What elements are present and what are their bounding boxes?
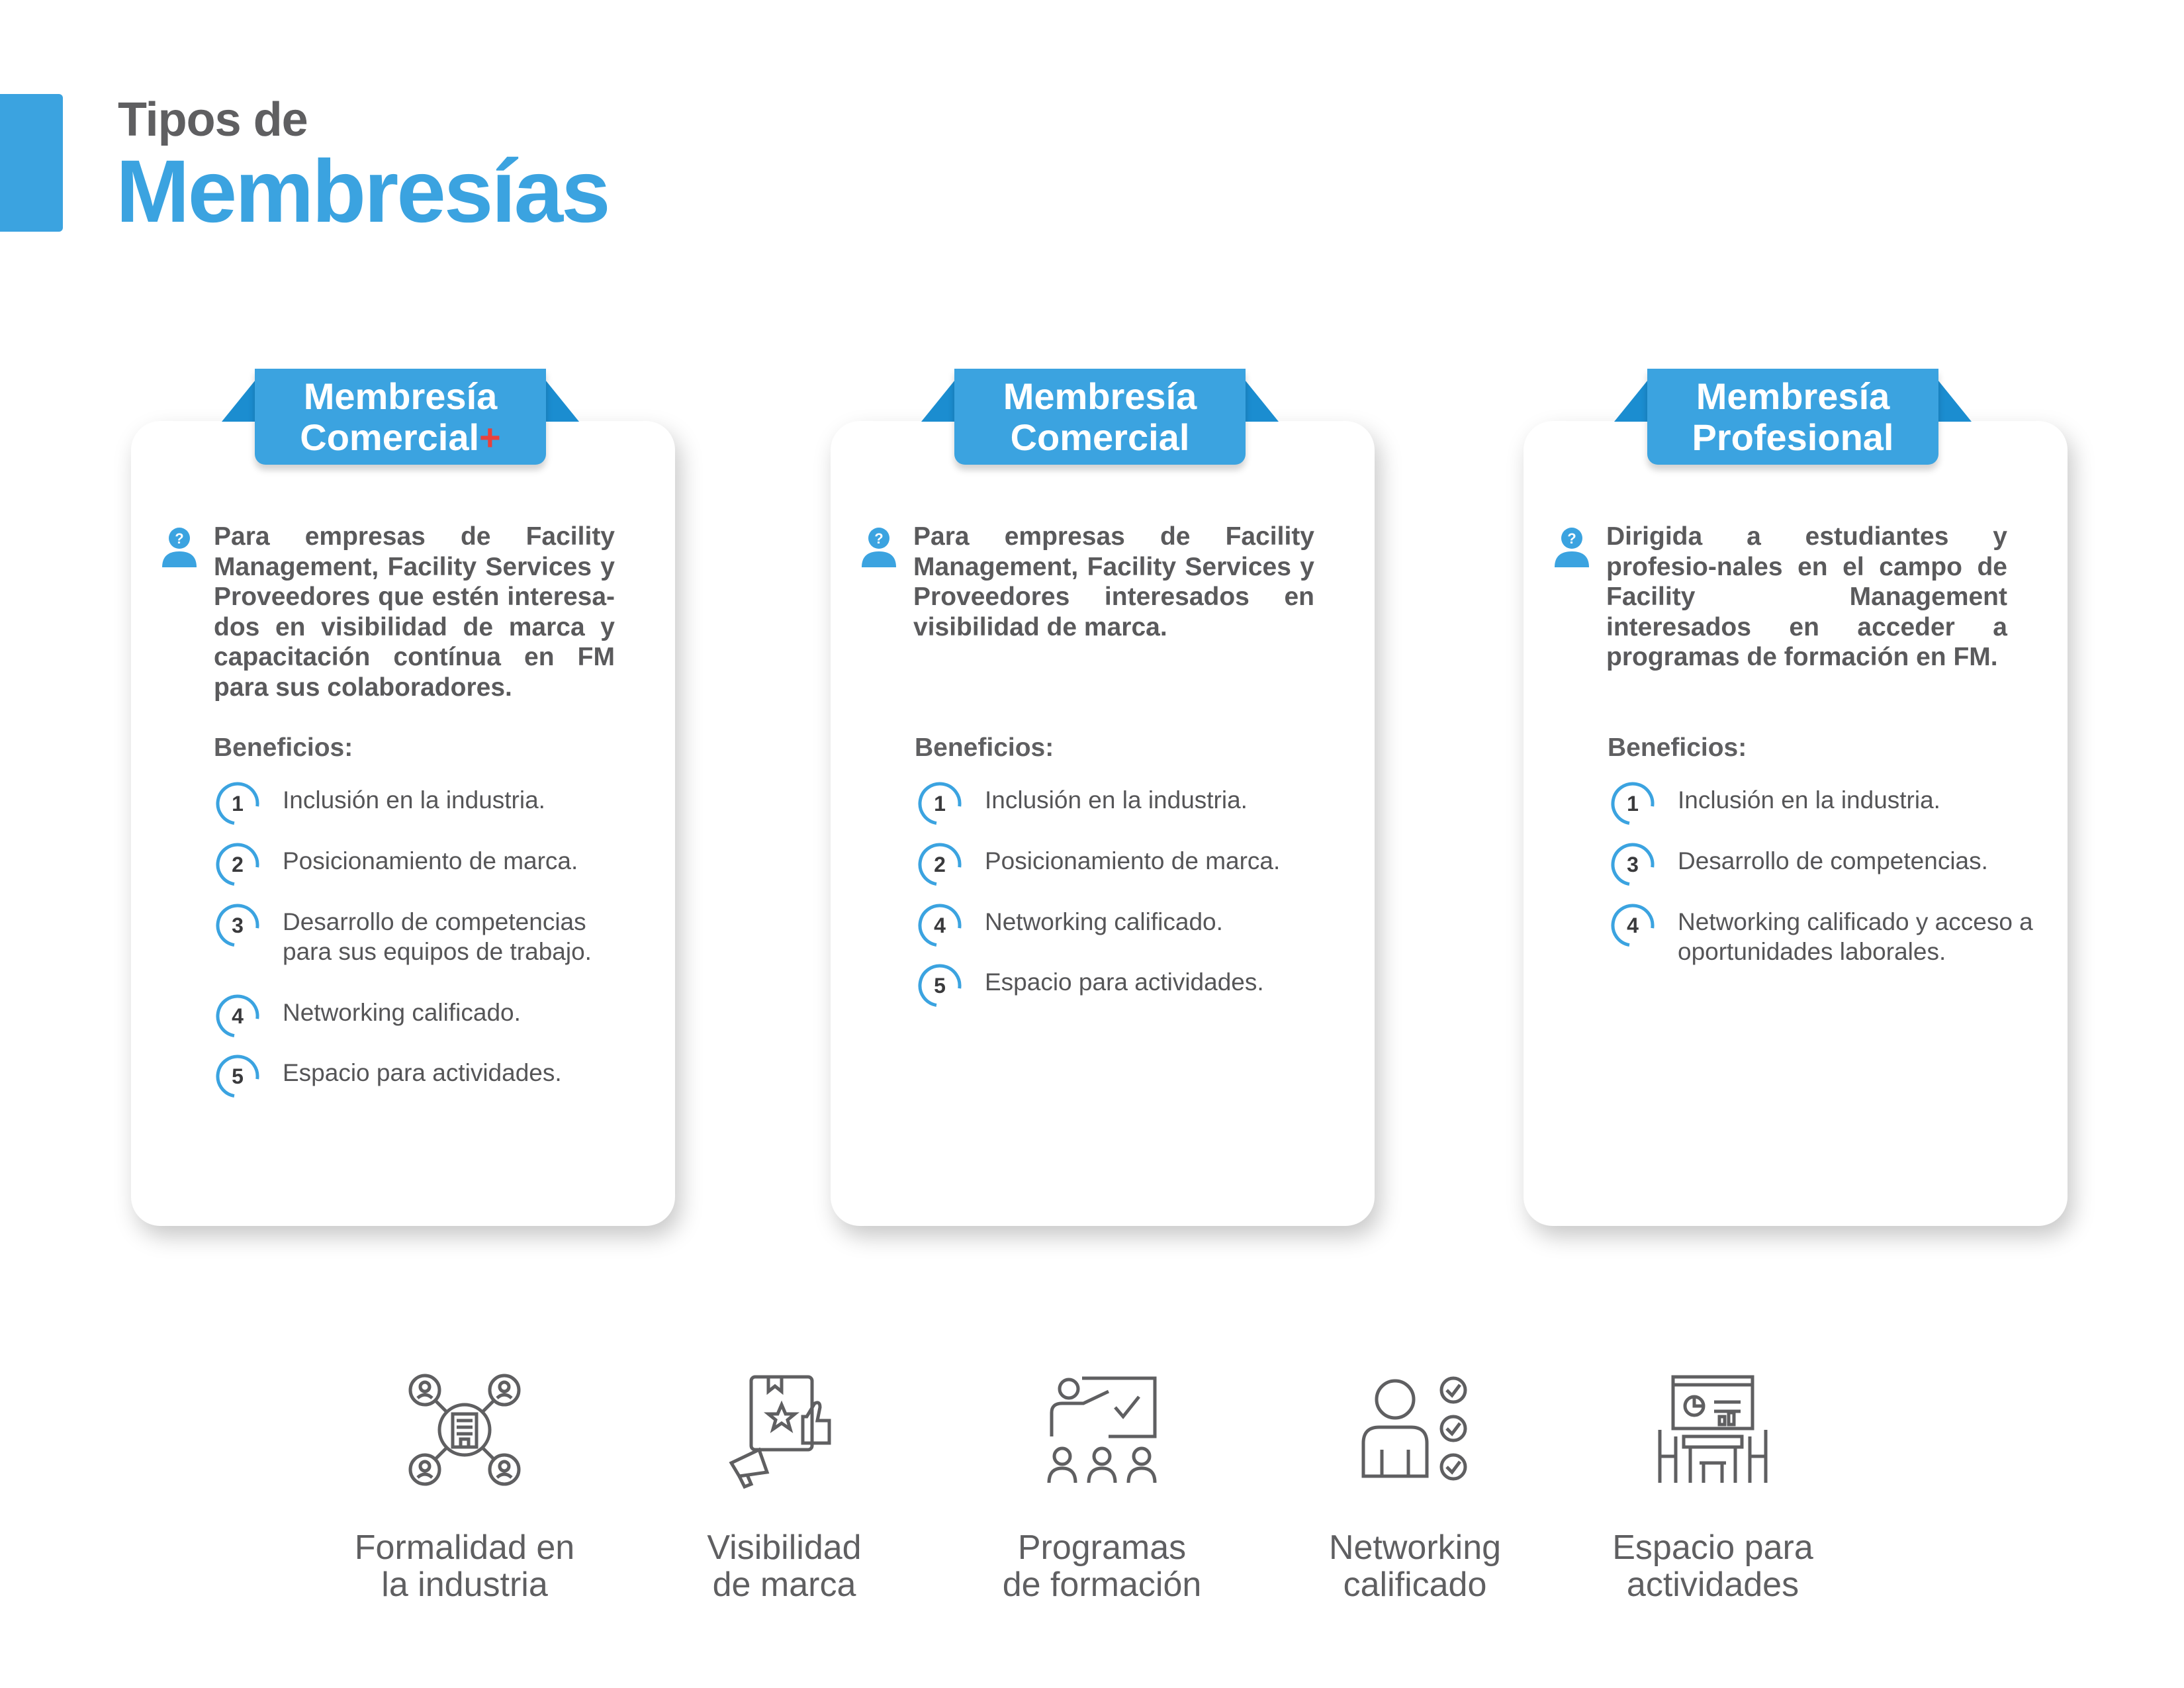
benefit-text: Inclusión en la industria. (283, 786, 545, 814)
user-question-icon (1553, 526, 1590, 570)
network-building-icon (405, 1370, 524, 1489)
svg-text:?: ? (175, 530, 184, 547)
feature-label-line2: actividades (1626, 1566, 1799, 1604)
card-ribbon (921, 369, 1279, 473)
feature-espacio (1580, 1370, 1845, 1604)
benefit-text: Networking calificado. (985, 908, 1223, 935)
benefit-text: Espacio para actividades. (283, 1059, 562, 1086)
benefit-number: 4 (934, 914, 946, 937)
feature-label-line2: de formación (1002, 1566, 1202, 1604)
benefit-number: 4 (232, 1004, 244, 1028)
page-title: Membresías (116, 142, 609, 241)
card-ribbon (222, 369, 579, 473)
benefits-title: Beneficios: (1608, 733, 1747, 762)
feature-visibilidad (652, 1370, 917, 1604)
benefit-text: Posicionamiento de marca. (283, 847, 578, 874)
feature-label-line1: Visibilidad (707, 1528, 862, 1567)
benefit-text: Desarrollo de competencias (283, 908, 586, 935)
benefit-text: Inclusión en la industria. (1678, 786, 1940, 814)
benefit-number: 4 (1627, 914, 1639, 937)
feature-label-line1: Networking (1328, 1528, 1502, 1567)
benefits-title: Beneficios: (915, 733, 1054, 762)
ribbon-line2: Comercial (300, 416, 480, 458)
benefit-text: Networking calificado y acceso a (1678, 908, 2033, 935)
feature-label-line1: Programas (1017, 1528, 1187, 1567)
benefit-number: 5 (232, 1064, 244, 1088)
svg-text:?: ? (874, 530, 884, 547)
person-checklist-icon (1355, 1370, 1475, 1489)
user-question-icon (161, 526, 198, 570)
megaphone-like-icon (725, 1370, 844, 1489)
ribbon-line1: Membresía (1696, 375, 1890, 417)
benefit-number: 3 (1627, 853, 1639, 876)
svg-text:?: ? (1567, 530, 1576, 547)
ribbon-line1: Membresía (303, 375, 498, 417)
benefit-number: 2 (934, 853, 946, 876)
benefit-number: 2 (232, 853, 244, 876)
user-question-icon (860, 526, 897, 570)
benefit-text: Desarrollo de competencias. (1678, 847, 1988, 874)
feature-label-line2: la industria (381, 1566, 548, 1604)
feature-label-line1: Espacio para (1612, 1528, 1813, 1567)
feature-networking (1283, 1370, 1547, 1604)
card-description: Para empresas de Facility Management, Facility Services y Proveedores que estén interesa-dos en visibilidad de marca y capacitación contínua en FM para sus colaboradores. (214, 522, 615, 702)
benefit-text: Inclusión en la industria. (985, 786, 1248, 814)
feature-programas (970, 1370, 1234, 1604)
benefit-number: 5 (934, 974, 946, 998)
presentation-icon (1042, 1370, 1161, 1489)
benefit-text: Espacio para actividades. (985, 968, 1264, 996)
benefit-text: Networking calificado. (283, 999, 521, 1026)
benefits-title: Beneficios: (214, 733, 353, 762)
benefit-text-line2: para sus equipos de trabajo. (283, 938, 592, 965)
ribbon-line2: Comercial (1010, 416, 1190, 458)
accent-bar (0, 94, 63, 232)
feature-formalidad (332, 1370, 597, 1604)
desk-chairs-icon (1653, 1370, 1772, 1489)
page-title-small: Tipos de (118, 93, 308, 146)
ribbon-line2: Profesional (1692, 416, 1894, 458)
benefit-text: Posicionamiento de marca. (985, 847, 1281, 874)
benefit-number: 1 (934, 792, 946, 816)
card-ribbon (1614, 369, 1972, 473)
feature-label-line2: calificado (1343, 1566, 1487, 1604)
plus-mark: + (479, 416, 501, 458)
card-description: Dirigida a estudiantes y profesio-nales en el campo de Facility Management interesados en acceder a programas de formación en FM. (1606, 522, 2007, 671)
ribbon-line1: Membresía (1003, 375, 1197, 417)
benefit-number: 3 (232, 914, 244, 937)
benefit-text-line2: oportunidades laborales. (1678, 938, 1946, 965)
benefit-number: 1 (1627, 792, 1639, 816)
feature-label-line2: de marca (712, 1566, 856, 1604)
feature-label-line1: Formalidad en (354, 1528, 575, 1567)
benefit-number: 1 (232, 792, 244, 816)
card-description: Para empresas de Facility Management, Facility Services y Proveedores interesados en visibilidad de marca. (913, 522, 1314, 641)
